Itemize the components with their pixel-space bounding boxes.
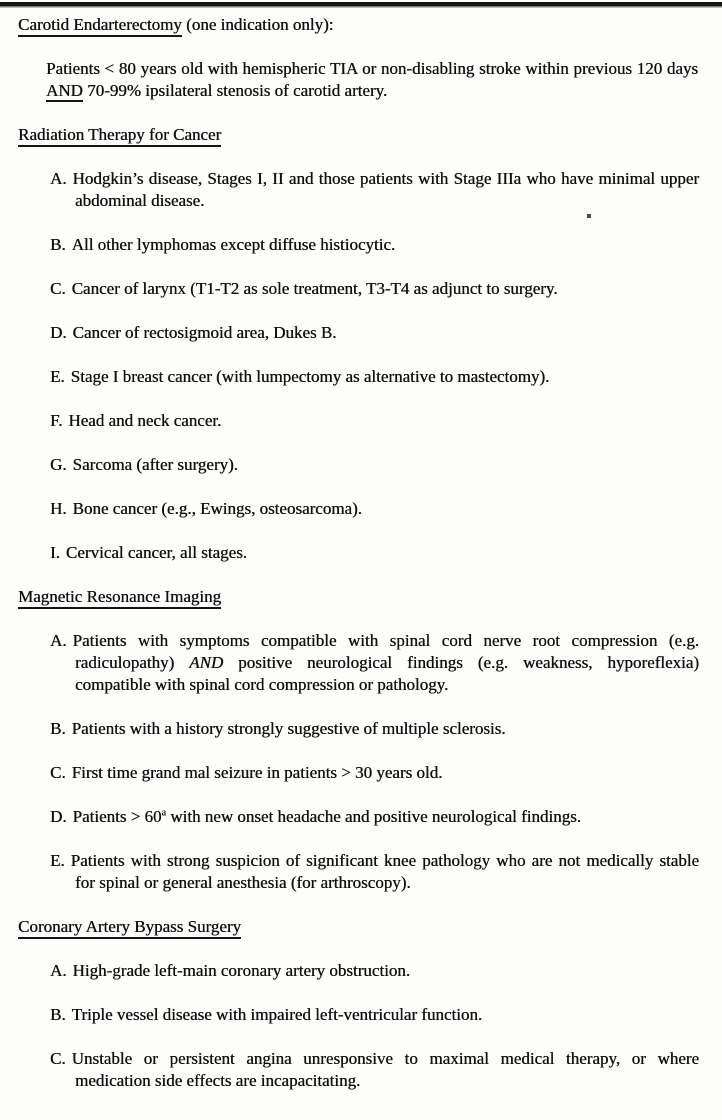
list-item-radiation-e bbox=[50, 366, 700, 388]
section-title: Magnetic Resonance Imaging bbox=[18, 587, 221, 609]
item-letter: A. bbox=[50, 169, 67, 188]
list-item-radiation-g bbox=[50, 454, 700, 476]
item-letter: F. bbox=[50, 411, 63, 430]
item-letter: D. bbox=[50, 323, 67, 342]
list-item-radiation-h bbox=[50, 498, 700, 520]
item-text: First time grand mal seizure in patients > 30 years old. bbox=[71, 763, 443, 782]
list-item-radiation-d bbox=[50, 322, 700, 344]
item-letter: A. bbox=[50, 631, 67, 650]
indication-conjunction: AND bbox=[46, 81, 83, 100]
scan-artifact-dot bbox=[587, 214, 591, 218]
item-letter: E. bbox=[50, 851, 65, 870]
item-text: Stage I breast cancer (with lumpectomy as alternative to mastectomy). bbox=[70, 367, 550, 386]
item-letter: C. bbox=[50, 763, 66, 782]
item-text: Triple vessel disease with impaired left-ventricular function. bbox=[71, 1005, 483, 1024]
list-item-mri-d bbox=[50, 806, 700, 828]
item-letter: D. bbox=[50, 807, 67, 826]
list-item-cabg-a bbox=[50, 960, 700, 982]
item-letter: C. bbox=[50, 1049, 66, 1068]
item-superscript-note: a bbox=[161, 807, 166, 819]
item-letter: C. bbox=[50, 279, 66, 298]
section-title: Coronary Artery Bypass Surgery bbox=[18, 917, 241, 939]
indication-text: 70-99% ipsilateral stenosis of carotid artery. bbox=[82, 81, 388, 100]
item-conjunction: AND bbox=[189, 653, 224, 672]
section-heading-radiation-therapy bbox=[18, 124, 700, 146]
list-item-mri-e bbox=[50, 850, 699, 894]
page-top-rule bbox=[0, 2, 722, 6]
item-text: Hodgkin’s disease, Stages I, II and those patients with Stage IIIa who have minimal upper abdominal disease. bbox=[72, 169, 699, 210]
item-text: Unstable or persistent angina unresponsive to maximal medical therapy, or where medication side effects are incapacitating. bbox=[71, 1049, 699, 1090]
list-item-radiation-i bbox=[50, 542, 700, 564]
section-title: Carotid Endarterectomy bbox=[18, 15, 182, 37]
carotid-indication-paragraph bbox=[46, 58, 698, 102]
section-heading-carotid-endarterectomy bbox=[18, 14, 700, 36]
list-item-radiation-f bbox=[50, 410, 700, 432]
list-item-radiation-c bbox=[50, 278, 700, 300]
item-text: Cancer of rectosigmoid area, Dukes B. bbox=[72, 323, 337, 342]
list-item-radiation-b bbox=[50, 234, 700, 256]
list-item-radiation-a bbox=[50, 168, 699, 212]
item-text: All other lymphomas except diffuse histiocytic. bbox=[71, 235, 396, 254]
item-text: Sarcoma (after surgery). bbox=[72, 455, 238, 474]
item-text: Head and neck cancer. bbox=[68, 411, 222, 430]
section-heading-cabg bbox=[18, 916, 700, 938]
indication-text: Patients < 80 years old with hemispheric TIA or non-disabling stroke within previous 120 days bbox=[46, 59, 698, 78]
list-item-cabg-c bbox=[50, 1048, 699, 1092]
item-letter: B. bbox=[50, 719, 66, 738]
list-item-mri-a bbox=[50, 630, 699, 696]
item-text: with new onset headache and positive neurological findings. bbox=[165, 807, 581, 826]
item-text: Bone cancer (e.g., Ewings, osteosarcoma). bbox=[72, 499, 362, 518]
item-text: Cancer of larynx (T1-T2 as sole treatment, T3-T4 as adjunct to surgery. bbox=[71, 279, 558, 298]
item-text: Patients with strong suspicion of significant knee pathology who are not medically stable for spinal or general anesthesia (for arthroscopy). bbox=[70, 851, 699, 892]
item-letter: G. bbox=[50, 455, 67, 474]
item-letter: I. bbox=[50, 543, 60, 562]
item-letter: E. bbox=[50, 367, 65, 386]
item-letter: B. bbox=[50, 235, 66, 254]
list-item-mri-c bbox=[50, 762, 700, 784]
item-text: Patients > 60 bbox=[72, 807, 162, 826]
section-heading-mri bbox=[18, 586, 700, 608]
item-text: High-grade left-main coronary artery obstruction. bbox=[72, 961, 411, 980]
list-item-mri-b bbox=[50, 718, 700, 740]
item-text: positive neurological findings (e.g. weakness, hyporeflexia) compatible with spinal cord compression or pathology. bbox=[75, 653, 699, 694]
list-item-cabg-b bbox=[50, 1004, 700, 1026]
item-text: Patients with symptoms compatible with spinal cord nerve root compression (e.g. radiculopathy) bbox=[72, 631, 699, 672]
section-title: Radiation Therapy for Cancer bbox=[18, 125, 221, 147]
item-letter: A. bbox=[50, 961, 67, 980]
item-letter: H. bbox=[50, 499, 67, 518]
item-text: Cervical cancer, all stages. bbox=[65, 543, 247, 562]
section-title-suffix: (one indication only): bbox=[181, 15, 334, 34]
item-text: Patients with a history strongly suggestive of multiple sclerosis. bbox=[71, 719, 506, 738]
item-letter: B. bbox=[50, 1005, 66, 1024]
